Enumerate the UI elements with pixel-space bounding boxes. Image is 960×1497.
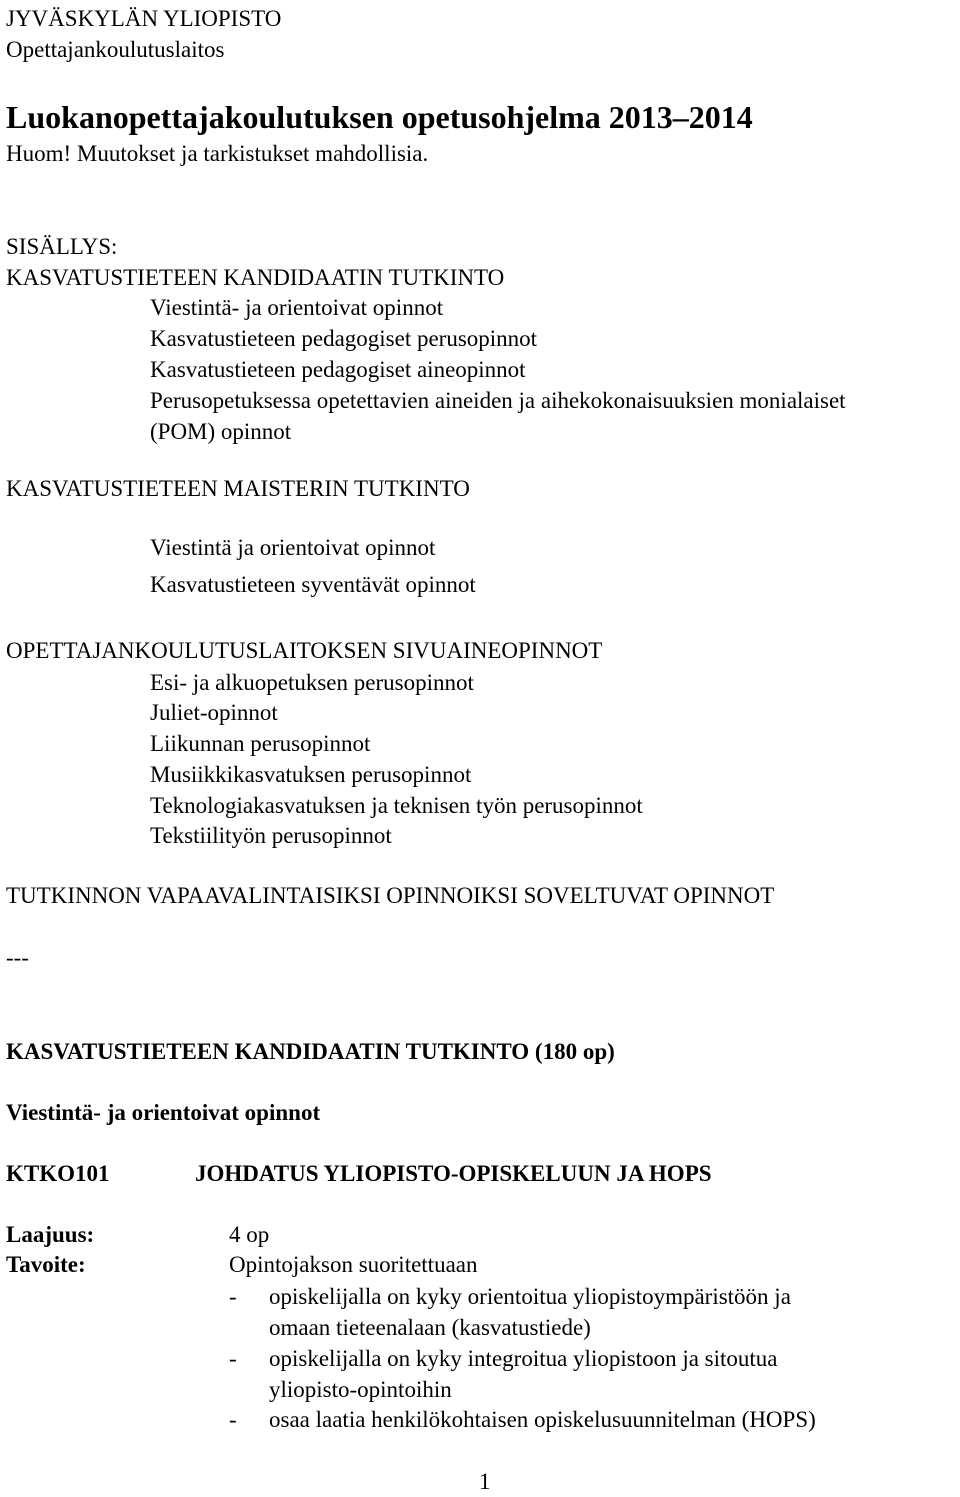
toc-elective-title: TUTKINNON VAPAAVALINTAISIKSI OPINNOIKSI SOVELTUVAT OPINNOT: [6, 883, 775, 908]
toc-bachelor-item: Kasvatustieteen pedagogiset aineopinnot: [150, 357, 526, 382]
university-name: JYVÄSKYLÄN YLIOPISTO: [6, 6, 282, 31]
toc-separator: ---: [6, 945, 29, 970]
toc-master-title: KASVATUSTIETEEN MAISTERIN TUTKINTO: [6, 476, 470, 501]
toc-minor-item: Musiikkikasvatuksen perusopinnot: [150, 762, 472, 787]
goal-bullet: -: [229, 1407, 237, 1432]
department-name: Opettajankoulutuslaitos: [6, 37, 225, 62]
toc-bachelor-item: (POM) opinnot: [150, 419, 292, 444]
goal-text: osaa laatia henkilökohtaisen opiskelusuunnitelman (HOPS): [269, 1407, 816, 1432]
goal-intro: Opintojakson suoritettuaan: [229, 1252, 478, 1277]
toc-minor-item: Teknologiakasvatuksen ja teknisen työn perusopinnot: [150, 793, 643, 818]
toc-bachelor-item: Viestintä- ja orientoivat opinnot: [150, 295, 444, 320]
toc-master-item: Viestintä ja orientoivat opinnot: [150, 535, 436, 560]
scope-value: 4 op: [229, 1222, 270, 1247]
toc-minor-item: Esi- ja alkuopetuksen perusopinnot: [150, 670, 474, 695]
document-note: Huom! Muutokset ja tarkistukset mahdollisia.: [6, 141, 429, 166]
toc-minor-item: Liikunnan perusopinnot: [150, 731, 371, 756]
course-name: JOHDATUS YLIOPISTO-OPISKELUUN JA HOPS: [195, 1161, 712, 1186]
toc-minor-item: Tekstiilityön perusopinnot: [150, 823, 392, 848]
goal-text: opiskelijalla on kyky integroitua yliopistoon ja sitoutua: [269, 1346, 778, 1371]
toc-heading: SISÄLLYS:: [6, 234, 118, 259]
document-title: Luokanopettajakoulutuksen opetusohjelma 2013–2014: [6, 99, 753, 135]
course-code: KTKO101: [6, 1161, 110, 1186]
goal-bullet: -: [229, 1284, 237, 1309]
goal-text: omaan tieteenalaan (kasvatustiede): [269, 1315, 591, 1340]
toc-master-item: Kasvatustieteen syventävät opinnot: [150, 572, 476, 597]
section-subtitle: Viestintä- ja orientoivat opinnot: [6, 1100, 321, 1125]
goal-label: Tavoite:: [6, 1252, 86, 1277]
toc-bachelor-item: Perusopetuksessa opetettavien aineiden ja aihekokonaisuuksien monialaiset: [150, 388, 846, 413]
section-title: KASVATUSTIETEEN KANDIDAATIN TUTKINTO (180 op): [6, 1039, 615, 1064]
toc-minor-item: Juliet-opinnot: [150, 700, 278, 725]
page-number: 1: [479, 1469, 491, 1494]
scope-label: Laajuus:: [6, 1222, 95, 1247]
toc-bachelor-title: KASVATUSTIETEEN KANDIDAATIN TUTKINTO: [6, 265, 505, 290]
goal-text: yliopisto-opintoihin: [269, 1377, 452, 1402]
goal-bullet: -: [229, 1346, 237, 1371]
goal-text: opiskelijalla on kyky orientoitua yliopistoympäristöön ja: [269, 1284, 791, 1309]
toc-bachelor-item: Kasvatustieteen pedagogiset perusopinnot: [150, 326, 538, 351]
toc-minor-title: OPETTAJANKOULUTUSLAITOKSEN SIVUAINEOPINNOT: [6, 638, 603, 663]
